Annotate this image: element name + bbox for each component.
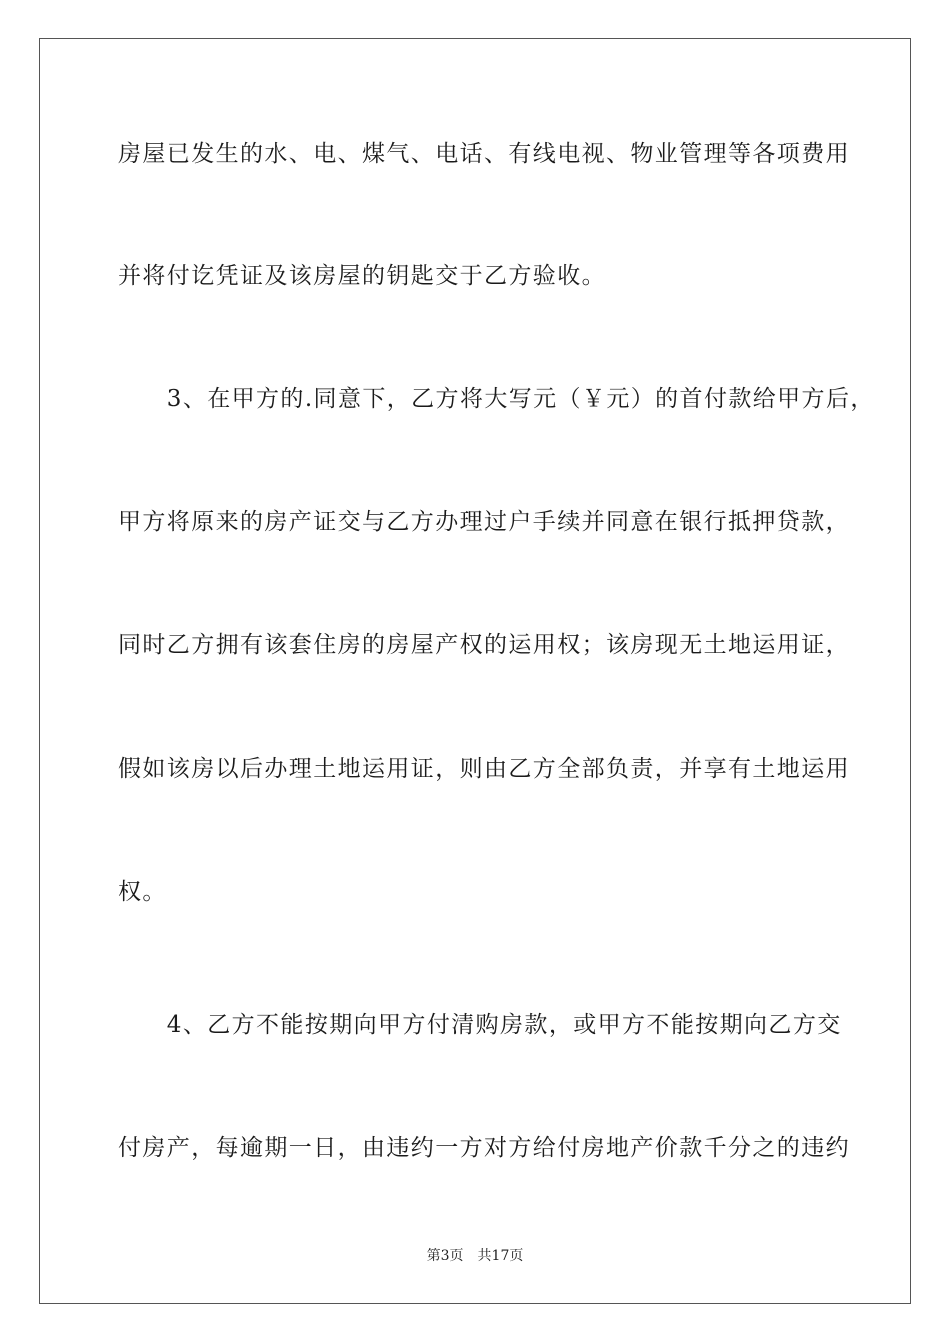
body-text-line: 同时乙方拥有该套住房的房屋产权的运用权；该房现无土地运用证， <box>118 632 850 658</box>
page-footer <box>0 1247 950 1265</box>
body-text-line: 假如该房以后办理土地运用证，则由乙方全部负责，并享有土地运用 <box>118 756 850 782</box>
body-text-line: 房屋已发生的水、电、煤气、电话、有线电视、物业管理等各项费用 <box>118 141 850 167</box>
body-text-line: 权。 <box>118 879 167 905</box>
page-number: 第3页 <box>426 1248 464 1264</box>
body-text-line: 3、在甲方的.同意下，乙方将大写元（￥元）的首付款给甲方后， <box>118 386 875 412</box>
page-frame <box>39 38 911 1304</box>
page-total: 共17页 <box>477 1248 524 1264</box>
body-text-line: 付房产，每逾期一日，由违约一方对方给付房地产价款千分之的违约 <box>118 1135 850 1161</box>
body-text-line: 甲方将原来的房产证交与乙方办理过户手续并同意在银行抵押贷款， <box>118 509 850 535</box>
body-text-line: 4、乙方不能按期向甲方付清购房款，或甲方不能按期向乙方交 <box>118 1012 842 1038</box>
body-text-line: 并将付讫凭证及该房屋的钥匙交于乙方验收。 <box>118 263 606 289</box>
